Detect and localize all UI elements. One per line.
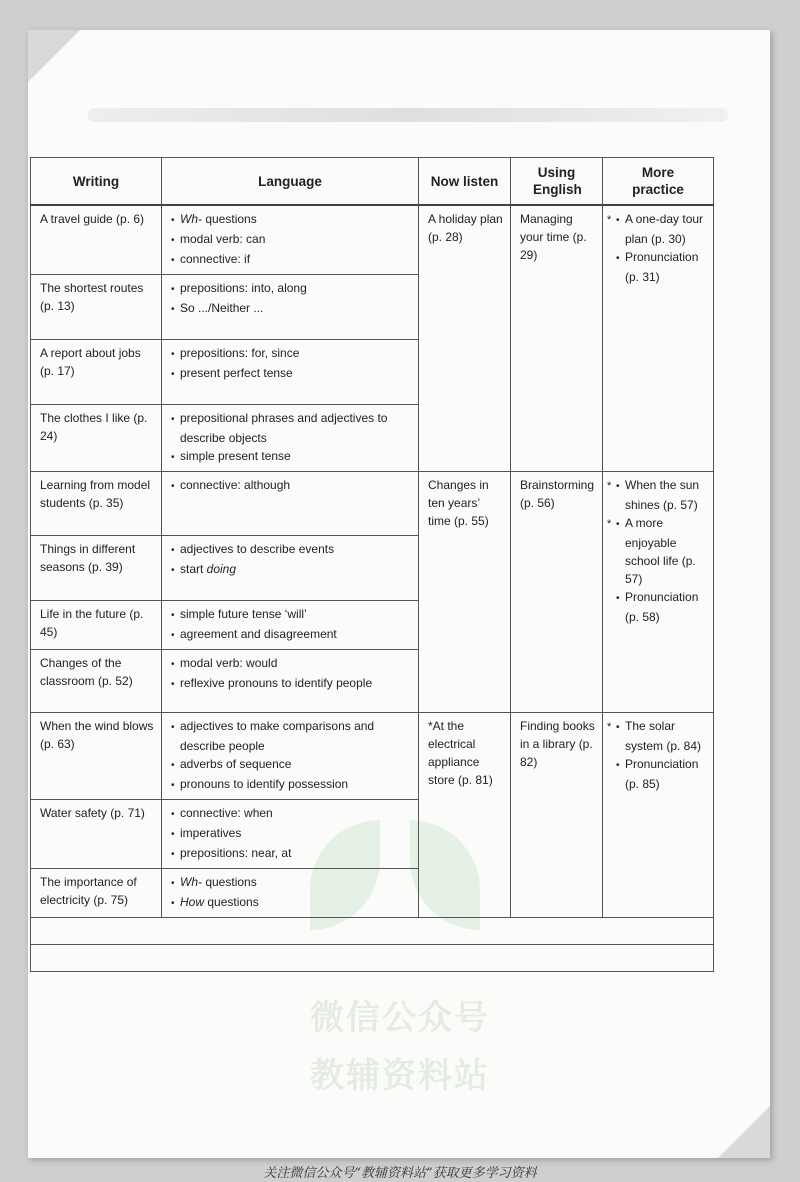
empty-row [31, 918, 714, 945]
bullet-icon: • [616, 519, 620, 530]
language-text-after: questions [204, 895, 259, 909]
practice-item [607, 476, 707, 514]
language-point [171, 250, 412, 270]
language-text: adjectives to describe events [180, 542, 335, 556]
language-point [171, 717, 412, 755]
header-now-listen: Now listen [419, 158, 511, 206]
language-point [171, 654, 412, 674]
table-row [31, 472, 714, 536]
syllabus-table [30, 157, 714, 972]
language-point [171, 873, 412, 893]
optional-mark: * [607, 214, 612, 226]
practice-item [607, 717, 707, 755]
language-point [171, 230, 412, 250]
bullet-icon: • [616, 215, 620, 226]
language-text: prepositions: for, since [180, 346, 300, 360]
practice-text: The solar system (p. 84) [625, 719, 702, 753]
language-point [171, 540, 412, 560]
language-point [171, 674, 412, 694]
language-text: start [180, 562, 207, 576]
language-text: connective: although [180, 478, 291, 492]
header-more-practice: More practice [603, 158, 714, 206]
language-emphasis: How [180, 895, 205, 909]
optional-mark: * [607, 721, 612, 733]
language-cell [162, 869, 419, 918]
language-cell [162, 650, 419, 713]
practice-text: Pronunciation (p. 58) [625, 590, 699, 624]
header-row [31, 158, 714, 206]
optional-mark: * [607, 518, 612, 530]
language-text: connective: when [180, 806, 273, 820]
practice-item [607, 588, 707, 626]
bullet-icon: • [616, 760, 620, 771]
language-cell [162, 405, 419, 472]
header-using-english: Using English [511, 158, 603, 206]
language-text: pronouns to identify possession [180, 777, 349, 791]
using-english-cell: Brainstorming (p. 56) [511, 472, 603, 713]
footer-note: 关注微信公众号“教辅资料站”获取更多学习资料 [263, 1166, 537, 1181]
bullet-icon: • [616, 253, 620, 264]
language-point [171, 409, 412, 447]
table-row [31, 713, 714, 800]
language-text: prepositions: near, at [180, 846, 292, 860]
language-text: present perfect tense [180, 366, 293, 380]
language-point [171, 344, 412, 364]
bullet-icon: • [616, 481, 620, 492]
bullet-icon: • [616, 722, 620, 733]
empty-cell [31, 945, 714, 972]
language-point [171, 844, 412, 864]
more-practice-cell [603, 205, 714, 472]
writing-cell: Changes of the classroom (p. 52) [31, 650, 162, 713]
practice-text: A one-day tour plan (p. 30) [625, 212, 704, 246]
language-text: simple future tense ‘will’ [180, 607, 307, 621]
page-corner-top-left [28, 30, 80, 82]
writing-cell: A report about jobs (p. 17) [31, 340, 162, 405]
writing-cell: A travel guide (p. 6) [31, 205, 162, 275]
language-point [171, 755, 412, 775]
language-cell [162, 713, 419, 800]
language-cell [162, 275, 419, 340]
now-listen-cell: *At the electrical appliance store (p. 81) [419, 713, 511, 918]
language-point [171, 804, 412, 824]
language-text-after: questions [202, 212, 257, 226]
language-text: connective: if [180, 252, 251, 266]
language-text: So .../Neither ... [180, 301, 264, 315]
writing-cell: The shortest routes (p. 13) [31, 275, 162, 340]
language-point [171, 210, 412, 230]
header-language: Language [162, 158, 419, 206]
language-cell [162, 205, 419, 275]
now-listen-cell: Changes in ten years’ time (p. 55) [419, 472, 511, 713]
writing-cell: The clothes I like (p. 24) [31, 405, 162, 472]
practice-text: A more enjoyable school life (p. 57) [625, 516, 696, 586]
writing-cell: Life in the future (p. 45) [31, 601, 162, 650]
language-text: prepositions: into, along [180, 281, 307, 295]
header-writing: Writing [31, 158, 162, 206]
practice-item [607, 210, 707, 248]
language-emphasis: doing [206, 562, 237, 576]
language-emphasis: Wh- [180, 875, 202, 889]
language-point [171, 775, 412, 795]
language-point [171, 893, 412, 913]
language-cell [162, 536, 419, 601]
language-text: adverbs of sequence [180, 757, 292, 771]
practice-text: Pronunciation (p. 31) [625, 250, 699, 284]
practice-item [607, 514, 707, 588]
language-text: prepositional phrases and adjectives to describe objects [180, 411, 388, 445]
using-english-cell: Finding books in a library (p. 82) [511, 713, 603, 918]
empty-cell [31, 918, 714, 945]
language-point [171, 625, 412, 645]
language-point [171, 364, 412, 384]
language-point [171, 447, 412, 467]
language-cell [162, 800, 419, 869]
bullet-icon: • [616, 593, 620, 604]
language-text: imperatives [180, 826, 242, 840]
language-text: modal verb: can [180, 232, 266, 246]
language-text: simple present tense [180, 449, 291, 463]
table-body [31, 205, 714, 972]
language-cell [162, 472, 419, 536]
language-point [171, 824, 412, 844]
language-text: agreement and disagreement [180, 627, 337, 641]
practice-item [607, 755, 707, 793]
language-point [171, 476, 412, 496]
language-cell [162, 601, 419, 650]
language-text: reflexive pronouns to identify people [180, 676, 373, 690]
more-practice-cell [603, 713, 714, 918]
page-corner-bottom-right [718, 1106, 770, 1158]
language-text: modal verb: would [180, 656, 278, 670]
practice-text: Pronunciation (p. 85) [625, 757, 699, 791]
show-through-text-band [88, 108, 728, 122]
practice-item [607, 248, 707, 286]
optional-mark: * [607, 480, 612, 492]
more-practice-cell [603, 472, 714, 713]
writing-cell: When the wind blows (p. 63) [31, 713, 162, 800]
writing-cell: The importance of electricity (p. 75) [31, 869, 162, 918]
table-row [31, 205, 714, 275]
writing-cell: Learning from model students (p. 35) [31, 472, 162, 536]
language-point [171, 279, 412, 299]
language-cell [162, 340, 419, 405]
now-listen-cell: A holiday plan (p. 28) [419, 205, 511, 472]
language-emphasis: Wh- [180, 212, 202, 226]
writing-cell: Water safety (p. 71) [31, 800, 162, 869]
practice-text: When the sun shines (p. 57) [625, 478, 700, 512]
language-point [171, 605, 412, 625]
language-text: adjectives to make comparisons and describe people [180, 719, 375, 753]
empty-row [31, 945, 714, 972]
language-text-after: questions [202, 875, 257, 889]
writing-cell: Things in different seasons (p. 39) [31, 536, 162, 601]
language-point [171, 560, 412, 580]
using-english-cell: Managing your time (p. 29) [511, 205, 603, 472]
language-point [171, 299, 412, 319]
